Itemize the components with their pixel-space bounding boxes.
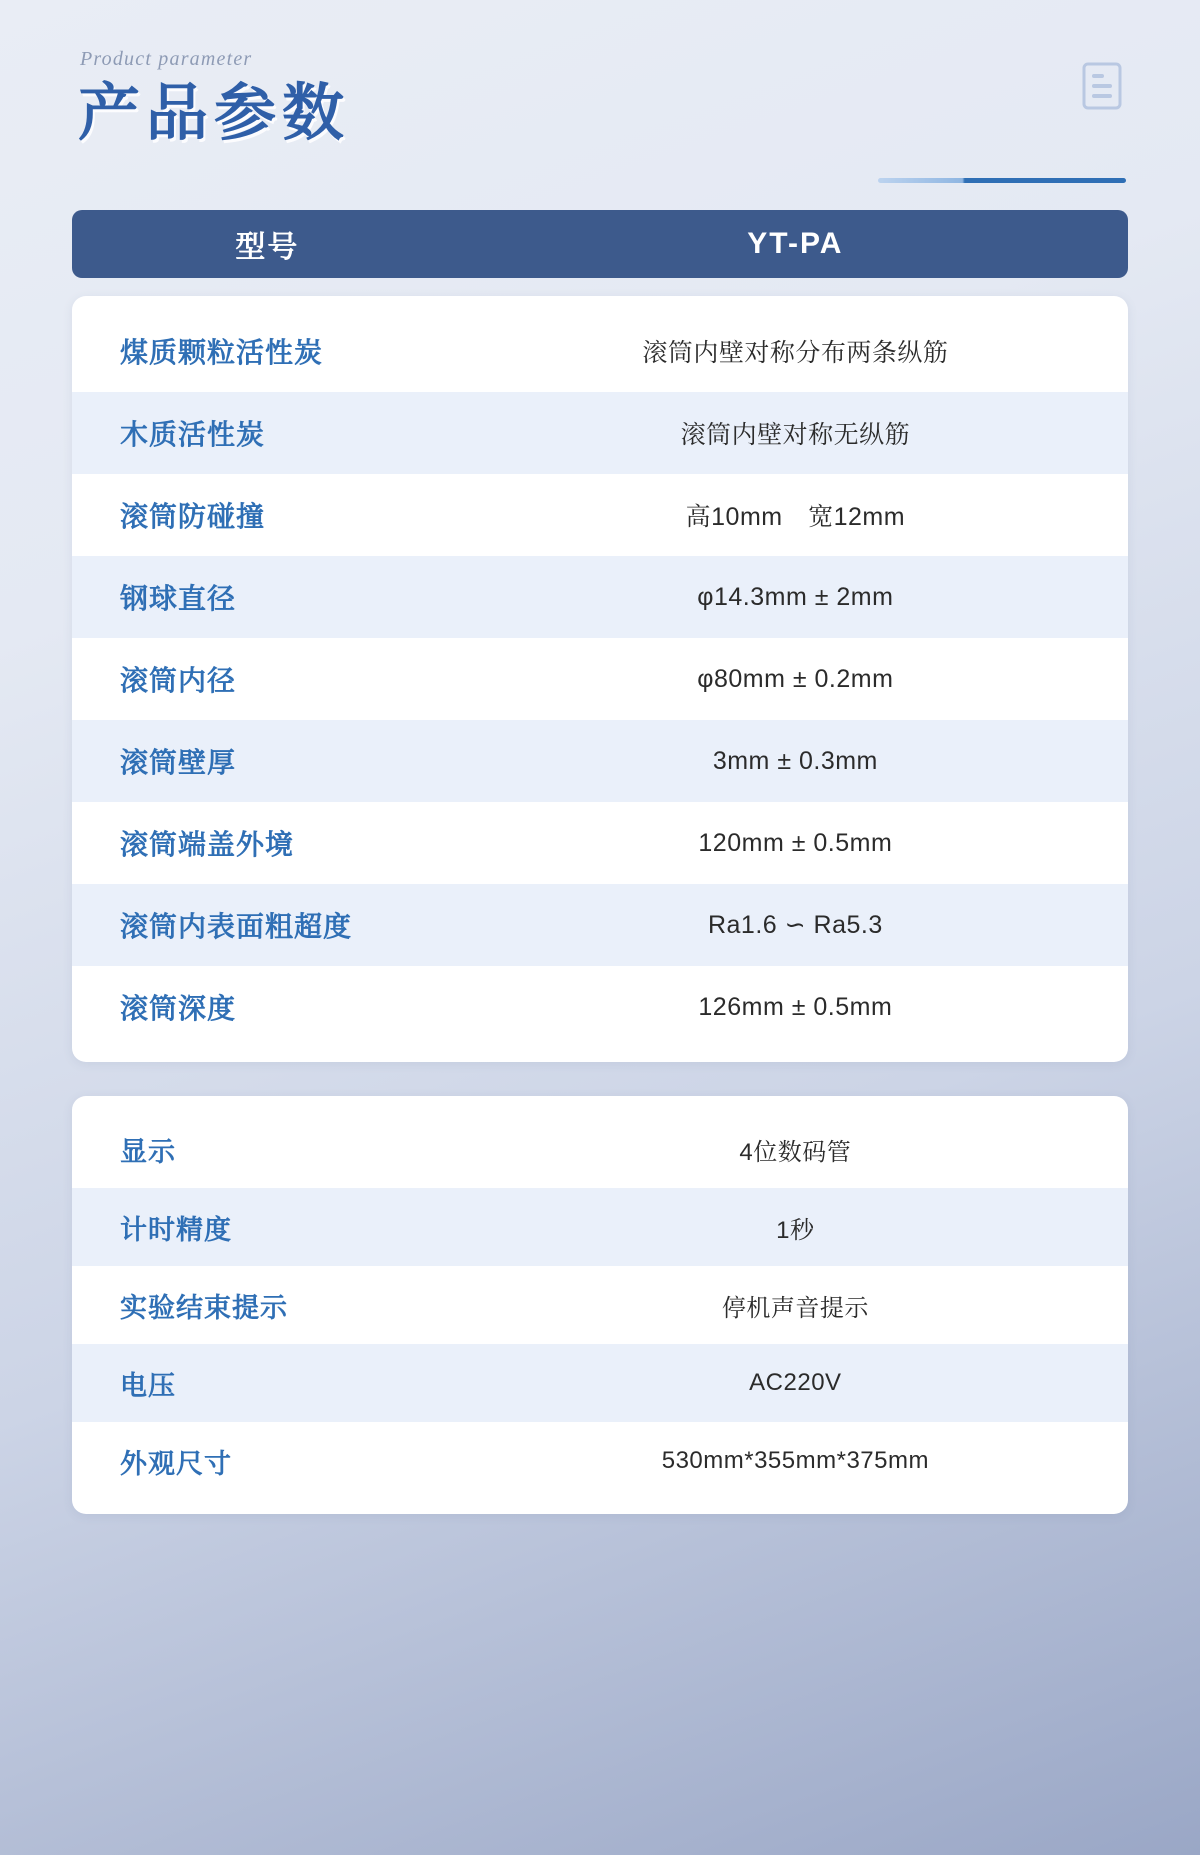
table-row-label: 钢球直径 <box>72 556 463 638</box>
table-row-value: 滚筒内壁对称分布两条纵筋 <box>642 339 949 367</box>
table-row-value: φ80mm ± 0.2mm <box>697 664 894 693</box>
table-row-label: 滚筒防碰撞 <box>120 501 266 532</box>
table-row <box>72 310 1128 392</box>
spec-table-header-value: YT-PA <box>747 227 844 260</box>
table-row <box>72 474 1128 556</box>
table-row-value: 停机声音提示 <box>721 1294 869 1322</box>
table-row-label: 滚筒深度 <box>120 993 237 1024</box>
table-row-value: 高10mm 宽12mm <box>685 503 906 531</box>
table-row-label: 滚筒内表面粗超度 <box>72 884 463 966</box>
header-eyebrow: Product parameter <box>80 48 253 70</box>
table-row-label: 木质活性炭 <box>72 392 463 474</box>
spec-table <box>72 296 1128 1062</box>
table-row-label: 实验结束提示 <box>120 1292 288 1323</box>
document-icon <box>1082 62 1122 110</box>
spec-table-header-model: 型号 <box>235 231 300 264</box>
table-row <box>72 720 1128 802</box>
table-row-label: 煤质颗粒活性炭 <box>120 337 324 368</box>
table-row-value: 4位数码管 <box>739 1138 852 1166</box>
spec-table-header <box>72 210 1128 278</box>
table-row <box>72 556 1128 638</box>
table-row-value: 530mm*355mm*375mm <box>661 1447 929 1474</box>
table-row-label: 外观尺寸 <box>120 1448 232 1479</box>
table-row-value: φ14.3mm ± 2mm <box>463 556 1128 638</box>
table-row-value: 120mm ± 0.5mm <box>698 828 893 857</box>
table-row <box>72 1422 1128 1500</box>
header-divider <box>878 178 1126 183</box>
table-row <box>72 1110 1128 1188</box>
table-row-value: 滚筒内壁对称无纵筋 <box>463 392 1128 474</box>
table-row-label: 滚筒内径 <box>120 665 237 696</box>
table-row-label: 滚筒端盖外境 <box>120 829 295 860</box>
table-row <box>72 884 1128 966</box>
table-row <box>72 392 1128 474</box>
table-row <box>72 966 1128 1048</box>
table-row-value: AC220V <box>463 1344 1128 1422</box>
content-wrap <box>0 210 1200 1514</box>
table-row <box>72 802 1128 884</box>
page-header <box>0 0 1200 210</box>
table-row-label: 显示 <box>120 1136 176 1167</box>
table-row-label: 计时精度 <box>72 1188 463 1266</box>
table-row-value: 126mm ± 0.5mm <box>698 992 893 1021</box>
table-row <box>72 1266 1128 1344</box>
table-row-label: 滚筒壁厚 <box>72 720 463 802</box>
table-row-value: Ra1.6 ∽ Ra5.3 <box>463 884 1128 966</box>
function-table <box>72 1096 1128 1514</box>
table-row <box>72 1188 1128 1266</box>
table-row <box>72 638 1128 720</box>
page-title: 产品参数 <box>78 79 351 148</box>
table-row-value: 3mm ± 0.3mm <box>463 720 1128 802</box>
table-row <box>72 1344 1128 1422</box>
table-row-value: 1秒 <box>463 1188 1128 1266</box>
table-row-label: 电压 <box>72 1344 463 1422</box>
